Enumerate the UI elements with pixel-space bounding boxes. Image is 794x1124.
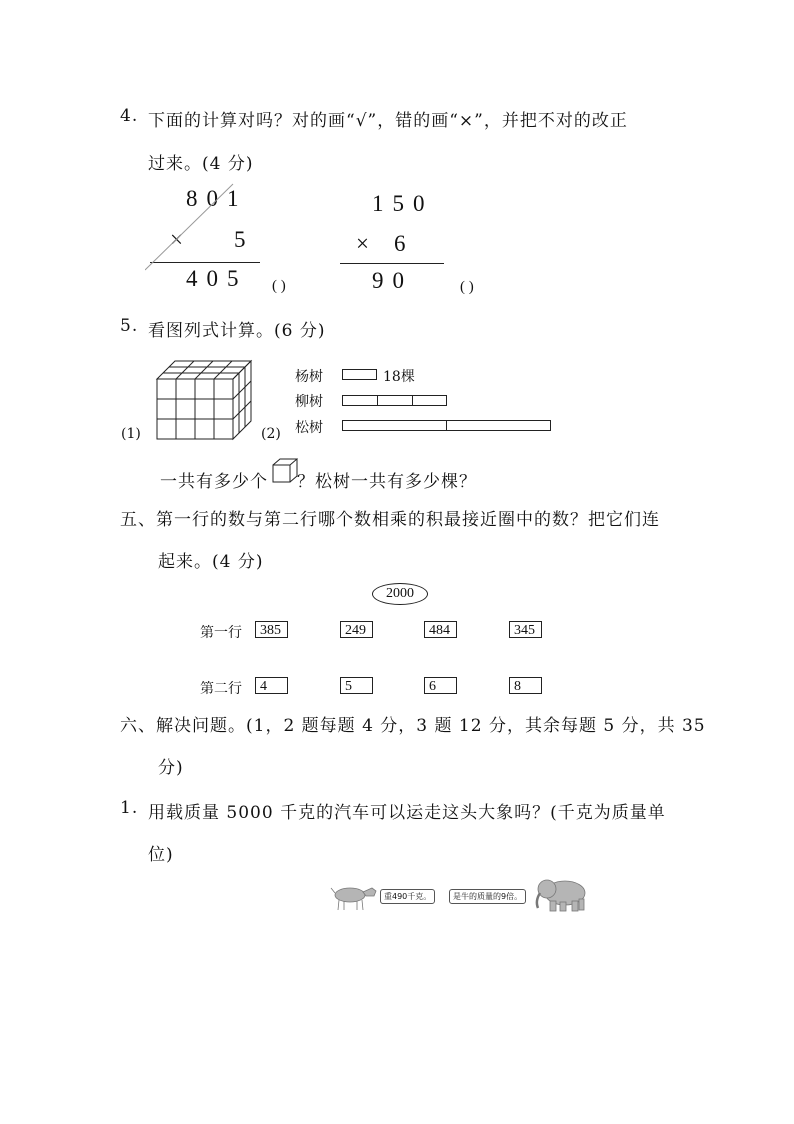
tree-name-liu: 柳树 xyxy=(295,394,323,410)
calc1-operator: × xyxy=(170,227,192,252)
tree-bar-yang xyxy=(342,369,377,380)
section6-line2: 分) xyxy=(158,758,184,778)
tree-bar-liu xyxy=(342,395,447,406)
cow-icon xyxy=(330,882,378,912)
q5-label-1: (1) xyxy=(121,426,141,442)
calc1-top: 801 xyxy=(186,186,248,211)
calc2-operator: × xyxy=(356,231,378,256)
calc1-multiplier: 5 xyxy=(234,227,255,252)
q5-number: 5. xyxy=(120,316,139,336)
tree-name-yang: 杨树 xyxy=(295,369,323,385)
q5-question-b: ？松树一共有多少棵？ xyxy=(297,472,477,492)
q4-number: 4. xyxy=(120,106,139,126)
q4-text-line1: 下面的计算对吗？对的画“√”，错的画“×”，并把不对的改正 xyxy=(148,111,628,131)
tree-bar-liu-divider-2 xyxy=(412,395,413,406)
row2-box-2: 5 xyxy=(340,677,373,694)
calc2-top: 150 xyxy=(372,191,434,216)
row2-label: 第二行 xyxy=(200,681,242,697)
row1-box-3: 484 xyxy=(424,621,457,638)
row1-box-2: 249 xyxy=(340,621,373,638)
elephant-caption: 是牛的质量的9倍。 xyxy=(449,889,526,904)
small-cube-icon xyxy=(272,458,298,484)
row2-box-1: 4 xyxy=(255,677,288,694)
calc1-answer-paren[interactable]: ( ) xyxy=(272,278,286,294)
calc1-result: 405 xyxy=(186,266,248,291)
calc2-rule xyxy=(340,263,444,264)
target-circle: 2000 xyxy=(372,583,428,605)
row2-box-4: 8 xyxy=(509,677,542,694)
cube-stack-figure xyxy=(155,355,255,445)
section5-line2: 起来。(4 分) xyxy=(158,552,264,572)
tree-bar-song-divider xyxy=(446,420,447,431)
row1-box-4: 345 xyxy=(509,621,542,638)
calc1-slash-mark xyxy=(145,182,235,272)
tree-bar-liu-divider-1 xyxy=(377,395,378,406)
p1-line2: 位) xyxy=(148,845,174,865)
calc2-result: 90 xyxy=(372,268,413,293)
q5-question-a: 一共有多少个 xyxy=(160,472,268,492)
q4-text-line2: 过来。(4 分) xyxy=(148,154,254,174)
row2-box-3: 6 xyxy=(424,677,457,694)
q5-text: 看图列式计算。(6 分) xyxy=(148,321,326,341)
tree-note-yang: 18棵 xyxy=(383,369,415,385)
row1-box-1: 385 xyxy=(255,621,288,638)
row1-label: 第一行 xyxy=(200,625,242,641)
cow-caption: 重490千克。 xyxy=(380,889,435,904)
section5-line1: 五、第一行的数与第二行哪个数相乘的积最接近圈中的数？把它们连 xyxy=(120,510,660,530)
q5-label-2: (2) xyxy=(261,426,281,442)
elephant-icon xyxy=(532,877,590,913)
p1-line1: 用载质量 5000 千克的汽车可以运走这头大象吗？(千克为质量单 xyxy=(148,803,666,823)
calc2-multiplier: 6 xyxy=(394,231,415,256)
section6-line1: 六、解决问题。(1，2 题每题 4 分，3 题 12 分，其余每题 5 分，共 35 xyxy=(120,716,706,736)
tree-name-song: 松树 xyxy=(295,420,323,436)
p1-number: 1. xyxy=(120,798,139,818)
calc2-answer-paren[interactable]: ( ) xyxy=(460,279,474,295)
